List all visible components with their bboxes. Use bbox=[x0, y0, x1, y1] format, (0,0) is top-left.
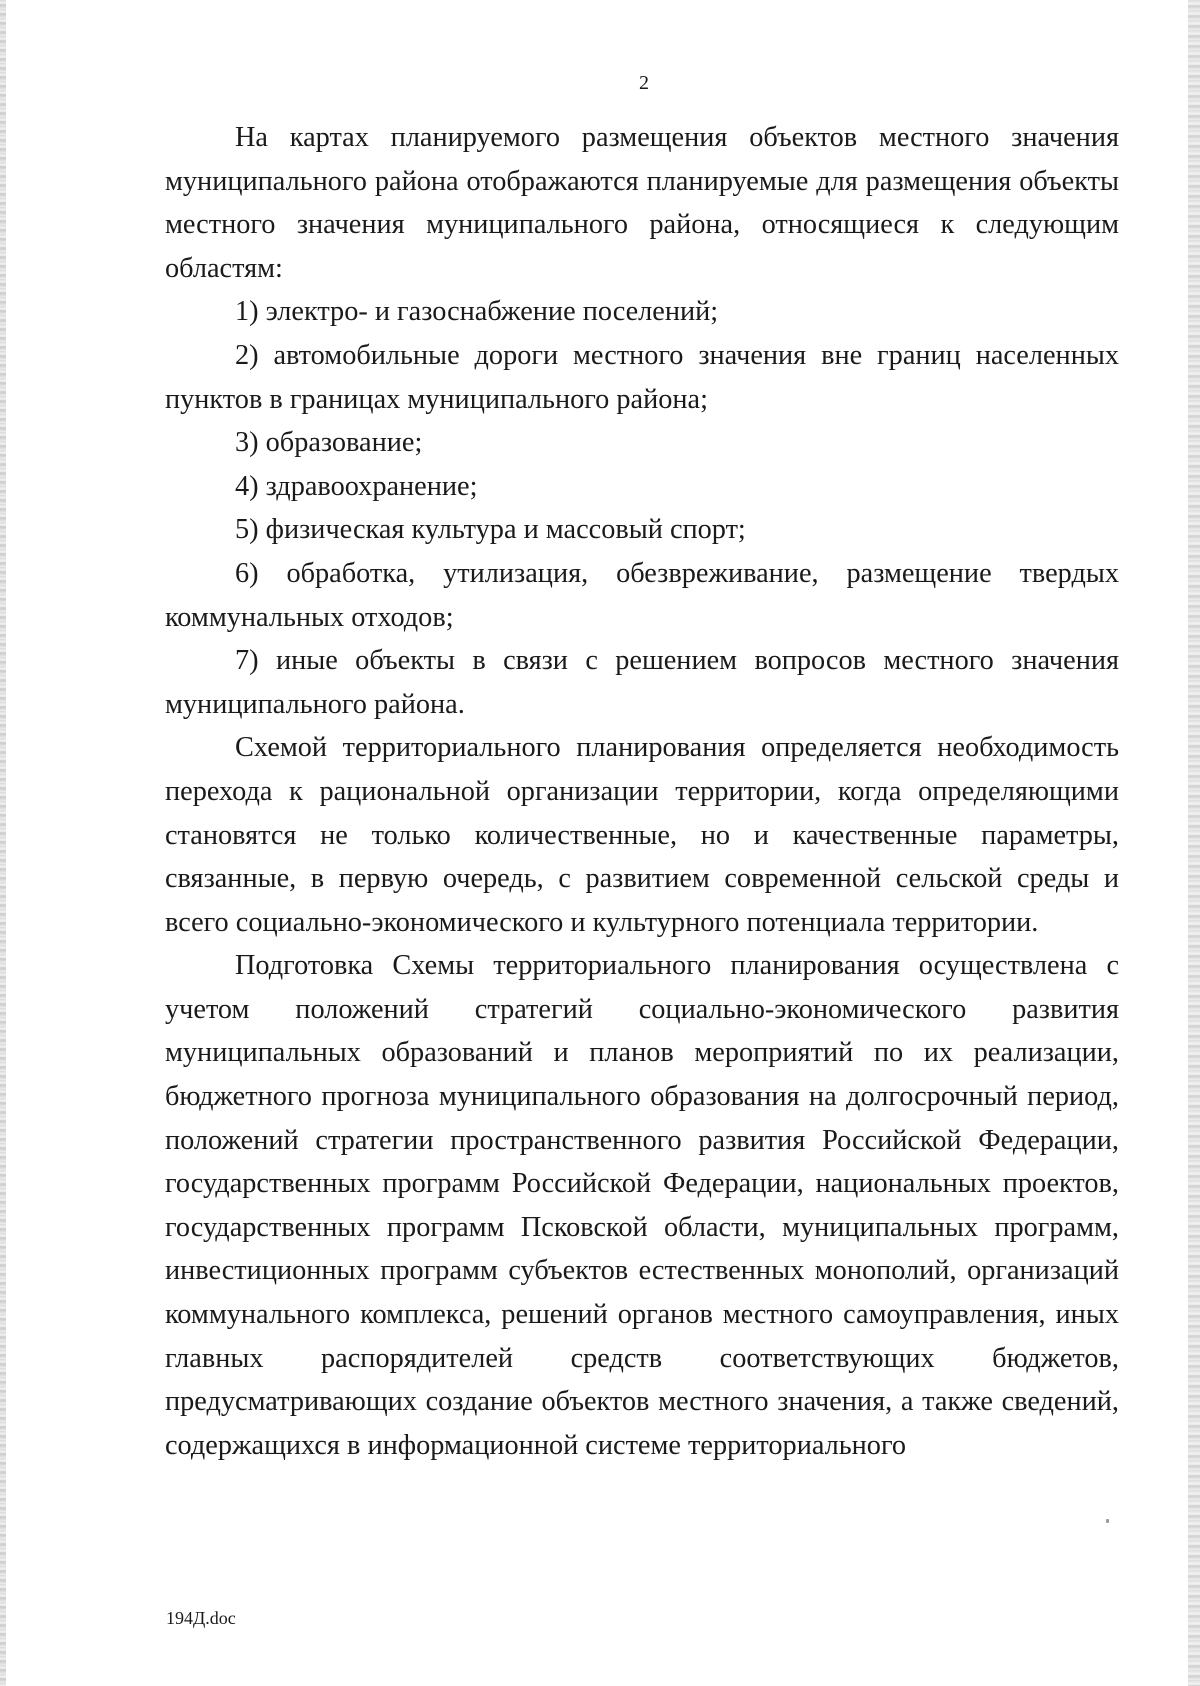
scan-speck bbox=[1106, 1519, 1109, 1523]
scan-edge-left bbox=[0, 0, 6, 1686]
list-item-6: 6) обработка, утилизация, обезвреживание, размещение твердых коммунальных отходов; bbox=[165, 557, 1119, 633]
list-item-5: 5) физическая культура и массовый спорт; bbox=[235, 514, 746, 546]
list-item-3: 3) образование; bbox=[235, 427, 423, 459]
scan-edge-right bbox=[1188, 0, 1200, 1686]
list-item-7: 7) иные объекты в связи с решением вопросов местного значения муниципального района. bbox=[165, 645, 1119, 720]
intro-paragraph: На картах планируемого размещения объектов местного значения муниципального района отображаются планируемые для размещения объекты местного значения муниципального района, относящиеся к следующим областям: bbox=[165, 122, 1119, 284]
document-body bbox=[165, 116, 1119, 1467]
list-item-2: 2) автомобильные дороги местного значения вне границ населенных пунктов в границах муниципального района; bbox=[165, 339, 1119, 415]
list-item-1: 1) электро- и газоснабжение поселений; bbox=[235, 296, 719, 328]
footer-filename: 194Д.doc bbox=[166, 1608, 236, 1628]
planning-scheme-paragraph: Схемой территориального планирования определяется необходимость перехода к рациональной организации территории, когда определяющими становятся не только количественные, но и качественные параметры, связанные, в первую очередь, с развитием современной сельской среды и всего социально-экономического и культурного потенциала территории. bbox=[165, 732, 1119, 938]
preparation-paragraph: Подготовка Схемы территориального планирования осуществлена с учетом положений стратегий социально-экономического развития муниципальных образований и планов мероприятий по их реализации, бюджетного прогноза муниципального образования на долгосрочный период, положений стратегии пространственного развития Российской Федерации, государственных программ Российской Федерации, национальных проектов, государственных программ Псковской области, муниципальных программ, инвестиционных программ субъектов естественных монополий, организаций коммунального комплекса, решений органов местного самоуправления, иных главных распорядителей средств соответствующих бюджетов, предусматривающих создание объектов местного значения, а также сведений, содержащихся в информационной системе территориального bbox=[165, 950, 1119, 1461]
page-number: 2 bbox=[639, 72, 649, 94]
list-item-4: 4) здравоохранение; bbox=[235, 470, 478, 502]
